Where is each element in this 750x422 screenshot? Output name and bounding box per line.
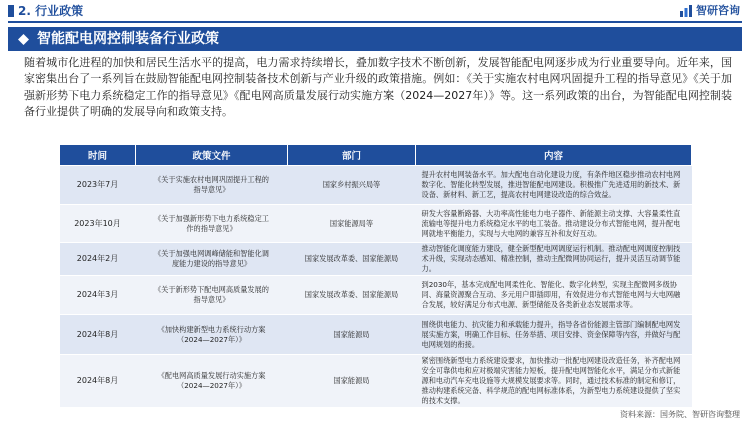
cell-document: 《关于新形势下配电网高质量发展的指导意见》 (136, 276, 288, 315)
cell-time: 2024年8月 (60, 315, 136, 355)
cell-department: 国家发展改革委、国家能源局 (288, 243, 416, 276)
section-marker (8, 5, 14, 17)
cell-time: 2024年8月 (60, 355, 136, 408)
column-header-department: 部门 (288, 145, 416, 166)
cell-content: 围绕供电能力、抗灾能力和承载能力提升，指导各省份能源主管部门编制配电网发展实施方案，明确工作目标、任务举措、项目安排、资金保障等内容，并做好与配电网规划的衔接。 (416, 315, 692, 355)
intro-paragraph: 随着城市化进程的加快和居民生活水平的提高，电力需求持续增长，叠加数字技术不断创新，发展智能配电网逐步成为行业重要导向。近年来，国家密集出台了一系列旨在鼓励智能配电网控制装备技术创新与产业升级的政策措施。例如：《关于实施农村电网巩固提升工程的指导意见》《关于加强新形势下电力系统稳定工作的指导意见》《配电网高质量发展行动实施方案（2024—2027年）》等。这一系列政策的出台，为智能配电网控制装备行业提供了明确的发展导向和政策支持。 (24, 56, 732, 118)
logo-text: 智研咨询 (696, 4, 740, 17)
cell-department: 国家能源局 (288, 315, 416, 355)
cell-content: 到2030年，基本完成配电网柔性化、智能化、数字化转型，实现主配微网多级协同、海量资源聚合互动、多元用户即插即用，有效促进分布式智能电网与大电网融合发展，较好满足分布式电源、新型储能及各类新业态发展需求等。 (416, 276, 692, 315)
cell-time: 2024年3月 (60, 276, 136, 315)
cell-time: 2023年10月 (60, 205, 136, 243)
cell-time: 2023年7月 (60, 166, 136, 205)
column-header-content: 内容 (416, 145, 692, 166)
logo-icon (679, 4, 693, 18)
cell-content: 紧密围绕新型电力系统建设要求，加快推动一批配电网建设改造任务，补齐配电网安全可靠供电和应对极端灾害能力短板，提升配电网智能化水平，满足分布式新能源和电动汽车充电设施等大规模发展要求等。同时，通过技术标准的制定和修订，推动构建系统完备、科学规范的配电网标准体系，为新型电力系统建设提供了坚实的技术支撑。 (416, 355, 692, 408)
policy-table (59, 144, 692, 408)
top-header (0, 0, 750, 22)
source-note: 资料来源：国务院、智研咨询整理 (620, 410, 740, 419)
table-row (60, 276, 692, 315)
cell-content: 推动智能化调度能力建设，健全新型配电网调度运行机制。推动配电网调度控制技术升级，实现动态感知、精准控制，推动主配微网协同运行，提升灵活互动调节能力。 (416, 243, 692, 276)
table-row (60, 243, 692, 276)
cell-department: 国家能源局 (288, 355, 416, 408)
cell-document: 《配电网高质量发展行动实施方案（2024—2027年）》 (136, 355, 288, 408)
page-title-bar (8, 27, 742, 51)
diamond-icon (18, 34, 29, 45)
cell-time: 2024年2月 (60, 243, 136, 276)
cell-document: 《加快构建新型电力系统行动方案（2024—2027年）》 (136, 315, 288, 355)
section-breadcrumb: 2. 行业政策 (18, 4, 84, 18)
cell-document: 《关于加强电网调峰储能和智能化调度能力建设的指导意见》 (136, 243, 288, 276)
table-row (60, 205, 692, 243)
cell-document: 《关于实施农村电网巩固提升工程的指导意见》 (136, 166, 288, 205)
cell-department: 国家能源局等 (288, 205, 416, 243)
cell-department: 国家乡村振兴局等 (288, 166, 416, 205)
cell-document: 《关于加强新形势下电力系统稳定工作的指导意见》 (136, 205, 288, 243)
table-row (60, 355, 692, 408)
column-header-time: 时间 (60, 145, 136, 166)
table-row (60, 315, 692, 355)
page-title: 智能配电网控制装备行业政策 (37, 31, 219, 47)
table-header-row (60, 145, 692, 166)
header-divider (8, 21, 742, 23)
brand-logo (679, 3, 740, 19)
cell-content: 研发大容量断路器、大功率高性能电力电子器件、新能源主动支撑、大容量柔性直流输电等提升电力系统稳定水平的电工装备。推动建设分布式智能电网，提升配电网就地平衡能力，实现与大电网的兼容互补和友好互动。 (416, 205, 692, 243)
cell-department: 国家发展改革委、国家能源局 (288, 276, 416, 315)
table-row (60, 166, 692, 205)
column-header-document: 政策文件 (136, 145, 288, 166)
cell-content: 提升农村电网装备水平。加大配电自动化建设力度，有条件地区稳步推动农村电网数字化、智能化转型发展，推进智能配电网建设。积极推广先进适用的新技术、新设备、新材料、新工艺，提高农村电网建设改造的综合效益。 (416, 166, 692, 205)
